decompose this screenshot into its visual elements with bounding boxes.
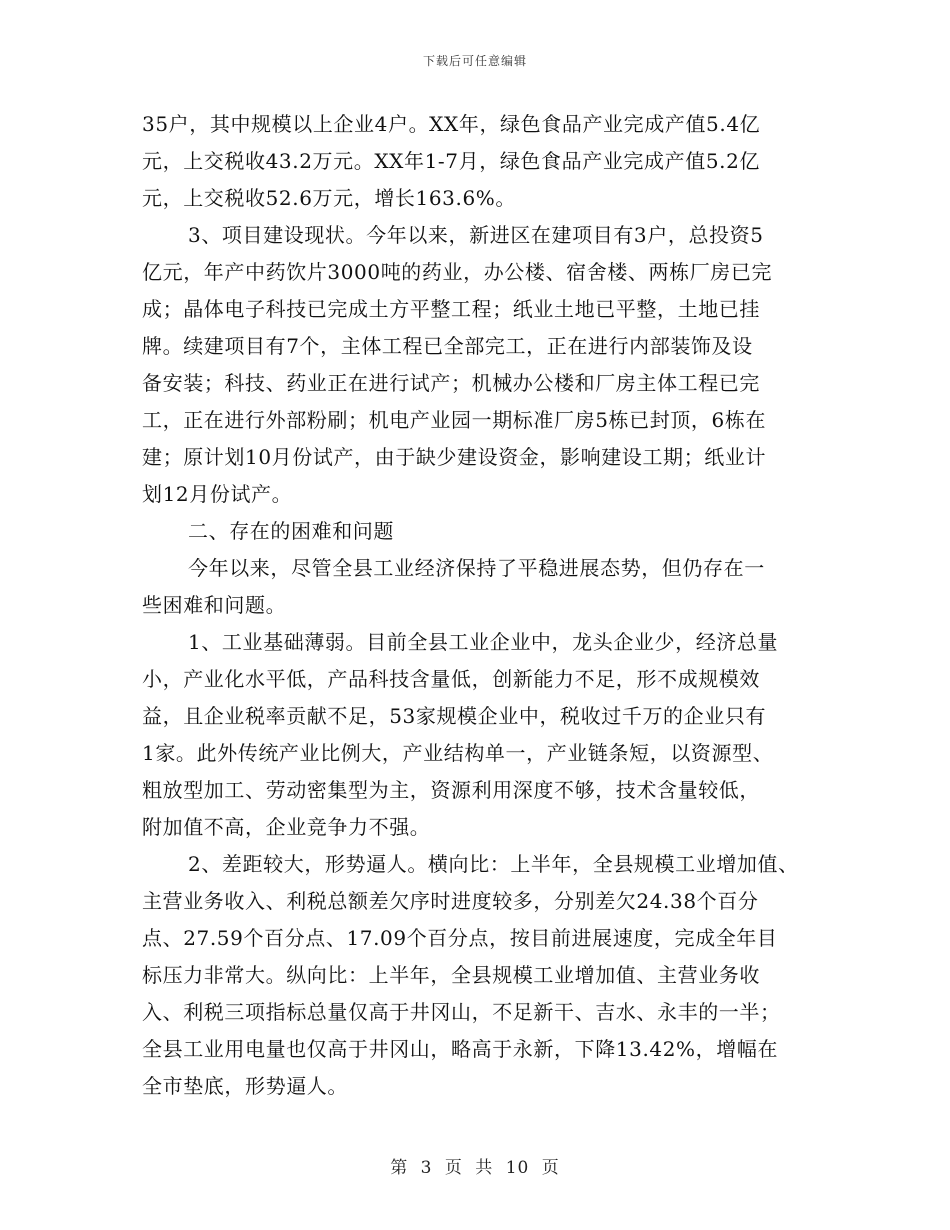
text-line: 点、27.59个百分点、17.09个百分点，按目前进展速度，完成全年目: [142, 926, 778, 950]
paragraph-start-line: 今年以来，尽管全县工业经济保持了平稳进展态势，但仍存在一: [188, 556, 765, 580]
text-line: 全市垫底，形势逼人。: [142, 1074, 348, 1098]
text-line: 入、利税三项指标总量仅高于井冈山，不足新干、吉水、永丰的一半；: [142, 1000, 781, 1024]
text-line: 牌。续建项目有7个，主体工程已全部完工，正在进行内部装饰及设: [142, 334, 753, 358]
text-line: 成；晶体电子科技已完成土方平整工程；纸业土地已平整，土地已挂: [142, 297, 760, 321]
text-line: 1家。此外传统产业比例大，产业结构单一，产业链条短，以资源型、: [142, 741, 774, 765]
document-body: [142, 106, 822, 1105]
text-line: 35户，其中规模以上企业4户。XX年，绿色食品产业完成产值5.4亿: [142, 112, 761, 136]
text-line: 主营业务收入、利税总额差欠序时进度较多，分别差欠24.38个百分: [142, 889, 759, 913]
text-line: 全县工业用电量也仅高于井冈山，略高于永新，下降13.42%，增幅在: [142, 1037, 779, 1061]
text-line: 备安装；科技、药业正在进行试产；机械办公楼和厂房主体工程已完: [142, 371, 760, 395]
text-line: 益，且企业税率贡献不足，53家规模企业中，税收过千万的企业只有: [142, 704, 767, 728]
text-line: 小，产业化水平低，产品科技含量低，创新能力不足，形不成规模效: [142, 667, 760, 691]
text-line: 工，正在进行外部粉刷；机电产业园一期标准厂房5栋已封顶，6栋在: [142, 408, 767, 432]
page-header: 下载后可任意编辑: [422, 54, 527, 68]
text-line: 划12月份试产。: [142, 482, 293, 506]
paragraph-start-line: 1、工业基础薄弱。目前全县工业企业中，龙头企业少，经济总量: [188, 630, 779, 654]
text-line: 标压力非常大。纵向比：上半年，全县规模工业增加值、主营业务收: [142, 963, 760, 987]
paragraph-start-line: 2、差距较大，形势逼人。横向比：上半年，全县规模工业增加值、: [188, 852, 799, 876]
text-line: 亿元，年产中药饮片3000吨的药业，办公楼、宿舍楼、两栋厂房已完: [142, 260, 773, 284]
text-line: 元，上交税收52.6万元，增长163.6%。: [142, 186, 516, 210]
section-heading: 二、存在的困难和问题: [188, 519, 394, 543]
text-line: 粗放型加工、劳动密集型为主，资源利用深度不够，技术含量较低，: [142, 778, 760, 802]
text-line: 元，上交税收43.2万元。XX年1-7月，绿色食品产业完成产值5.2亿: [142, 149, 761, 173]
text-line: 些困难和问题。: [142, 593, 287, 617]
paragraph-start-line: 3、项目建设现状。今年以来，新进区在建项目有3户，总投资5: [188, 223, 764, 247]
text-line: 建；原计划10月份试产，由于缺少建设资金，影响建设工期；纸业计: [142, 445, 767, 469]
page-footer: 第 3 页 共 10 页: [390, 1158, 560, 1178]
text-line: 附加值不高，企业竞争力不强。: [142, 815, 431, 839]
